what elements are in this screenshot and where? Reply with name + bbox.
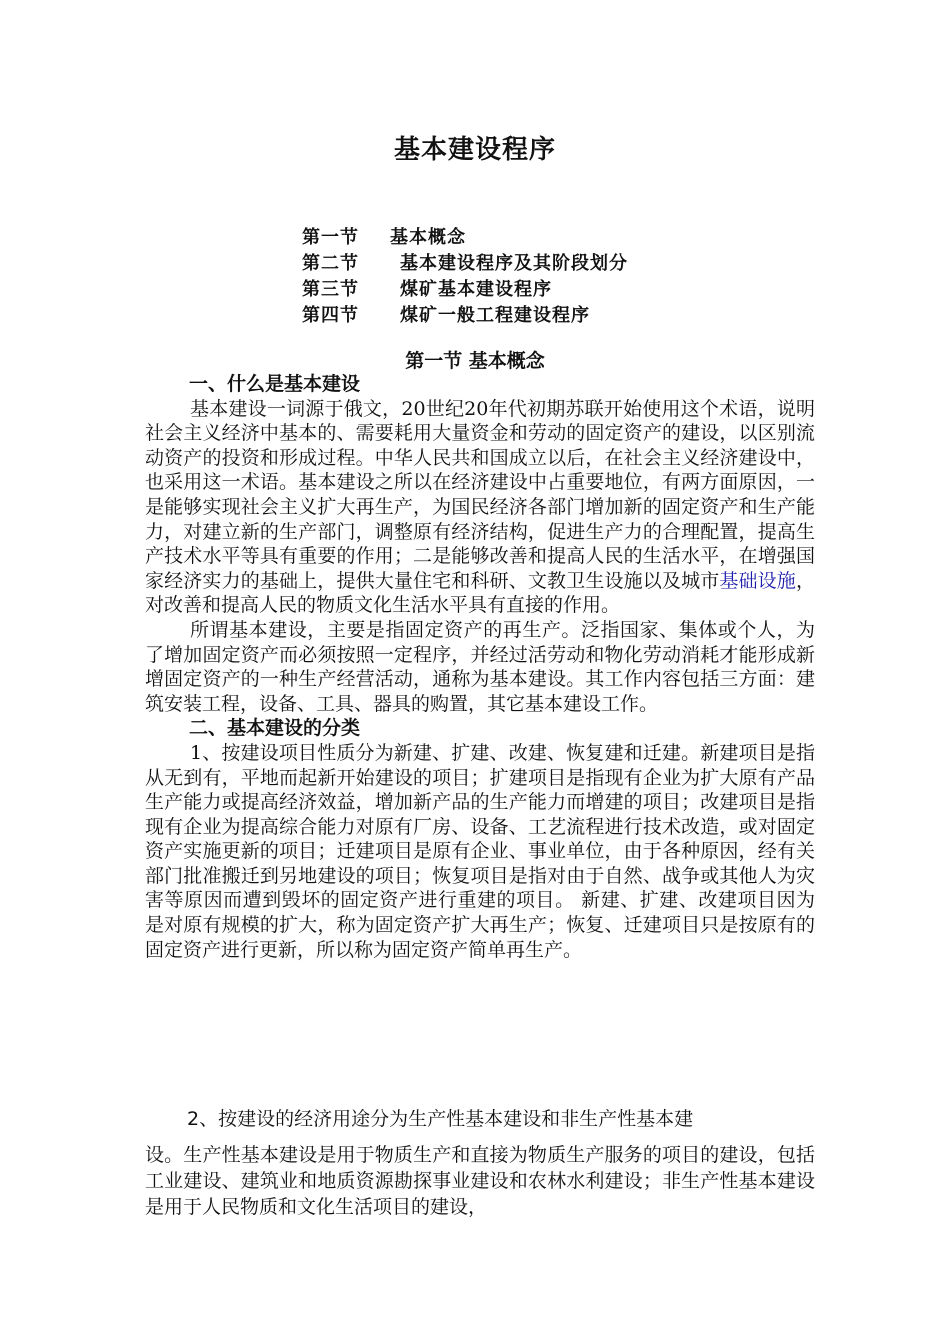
toc-item [302, 225, 628, 251]
paragraph-1 [145, 397, 815, 618]
toc-item-number: 第四节 [302, 305, 359, 326]
paragraph-2: 所谓基本建设，主要是指固定资产的再生产。泛指国家、集体或个人，为了增加固定资产而必须按照一定程序，并经过活劳动和物化劳动消耗才能形成新增固定资产的一种生产经营活动，通称为基本建设。其工作内容包括三方面：建筑安装工程，设备、工具、器具的购置，其它基本建设工作。 [145, 618, 815, 715]
toc-item-label: 基本概念 [390, 227, 466, 248]
toc-item-number: 第二节 [302, 253, 359, 274]
toc-item-label: 基本建设程序及其阶段划分 [400, 253, 628, 274]
toc-item-number: 第一节 [302, 227, 359, 248]
document-title: 基本建设程序 [393, 135, 556, 165]
toc-item-label: 煤矿一般工程建设程序 [400, 305, 590, 326]
subheading-classification: 二、基本建设的分类 [189, 717, 361, 740]
paragraph-4-line: 2、按建设的经济用途分为生产性基本建设和非生产性基本建 [187, 1108, 694, 1130]
paragraph-1-text-b: ，对改善和提高人民的物质文化生活水平具有直接的作用。 [145, 569, 815, 617]
paragraph-3: 1、按建设项目性质分为新建、扩建、改建、恢复建和迁建。新建项目是指从无到有，平地而起新开始建设的项目；扩建项目是指现有企业为扩大原有产品生产能力或提高经济效益，增加新产品的生产能力而增建的项目；改建项目是指现有企业为提高综合能力对原有厂房、设备、工艺流程进行技术改造，或对固定资产实施更新的项目；迁建项目是原有企业、事业单位，由于各种原因，经有关部门批准搬迁到另地建设的项目；恢复项目是指对由于自然、战争或其他人为灾害等原因而遭到毁坏的固定资产进行重建的项目。 新建、扩建、改建项目因为是对原有规模的扩大，称为固定资产扩大再生产；恢复、迁建项目只是按原有的固定资产进行更新，所以称为固定资产简单再生产。 [145, 741, 815, 961]
toc-item-label: 煤矿基本建设程序 [400, 279, 552, 300]
subheading-what-is: 一、什么是基本建设 [189, 373, 361, 395]
toc-item [302, 277, 628, 303]
paragraph-4-first-line [145, 1106, 815, 1133]
paragraph-4-text: 设。生产性基本建设是用于物质生产和直接为物质生产服务的项目的建设，包括工业建设、建筑业和地质资源勘探事业建设和农林水利建设；非生产性基本建设是用于人民物质和文化生活项目的建设， [145, 1144, 815, 1218]
paragraph-4-continued [145, 1142, 815, 1220]
infrastructure-link[interactable]: 基础设施 [719, 569, 796, 592]
toc-item [302, 303, 628, 329]
table-of-contents [302, 225, 628, 329]
section-heading: 第一节 基本概念 [405, 350, 545, 372]
toc-item-number: 第三节 [302, 279, 359, 300]
paragraph-1-text-a: 基本建设一词源于俄文，20世纪20年代初期苏联开始使用这个术语，说明社会主义经济中基本的、需要耗用大量资金和劳动的固定资产的建设，以区别流动资产的投资和形成过程。中华人民共和国成立以后，在社会主义经济建设中，也采用这一术语。基本建设之所以在经济建设中占重要地位，有两方面原因，一是能够实现社会主义扩大再生产，为国民经济各部门增加新的固定资产和生产能力，对建立新的生产部门，调整原有经济结构，促进生产力的合理配置，提高生产技术水平等具有重要的作用；二是能够改善和提高人民的生活水平，在增强国家经济实力的基础上，提供大量住宅和科研、文教卫生设施以及城市 [145, 397, 815, 592]
toc-item [302, 251, 628, 277]
body-text [145, 372, 815, 962]
